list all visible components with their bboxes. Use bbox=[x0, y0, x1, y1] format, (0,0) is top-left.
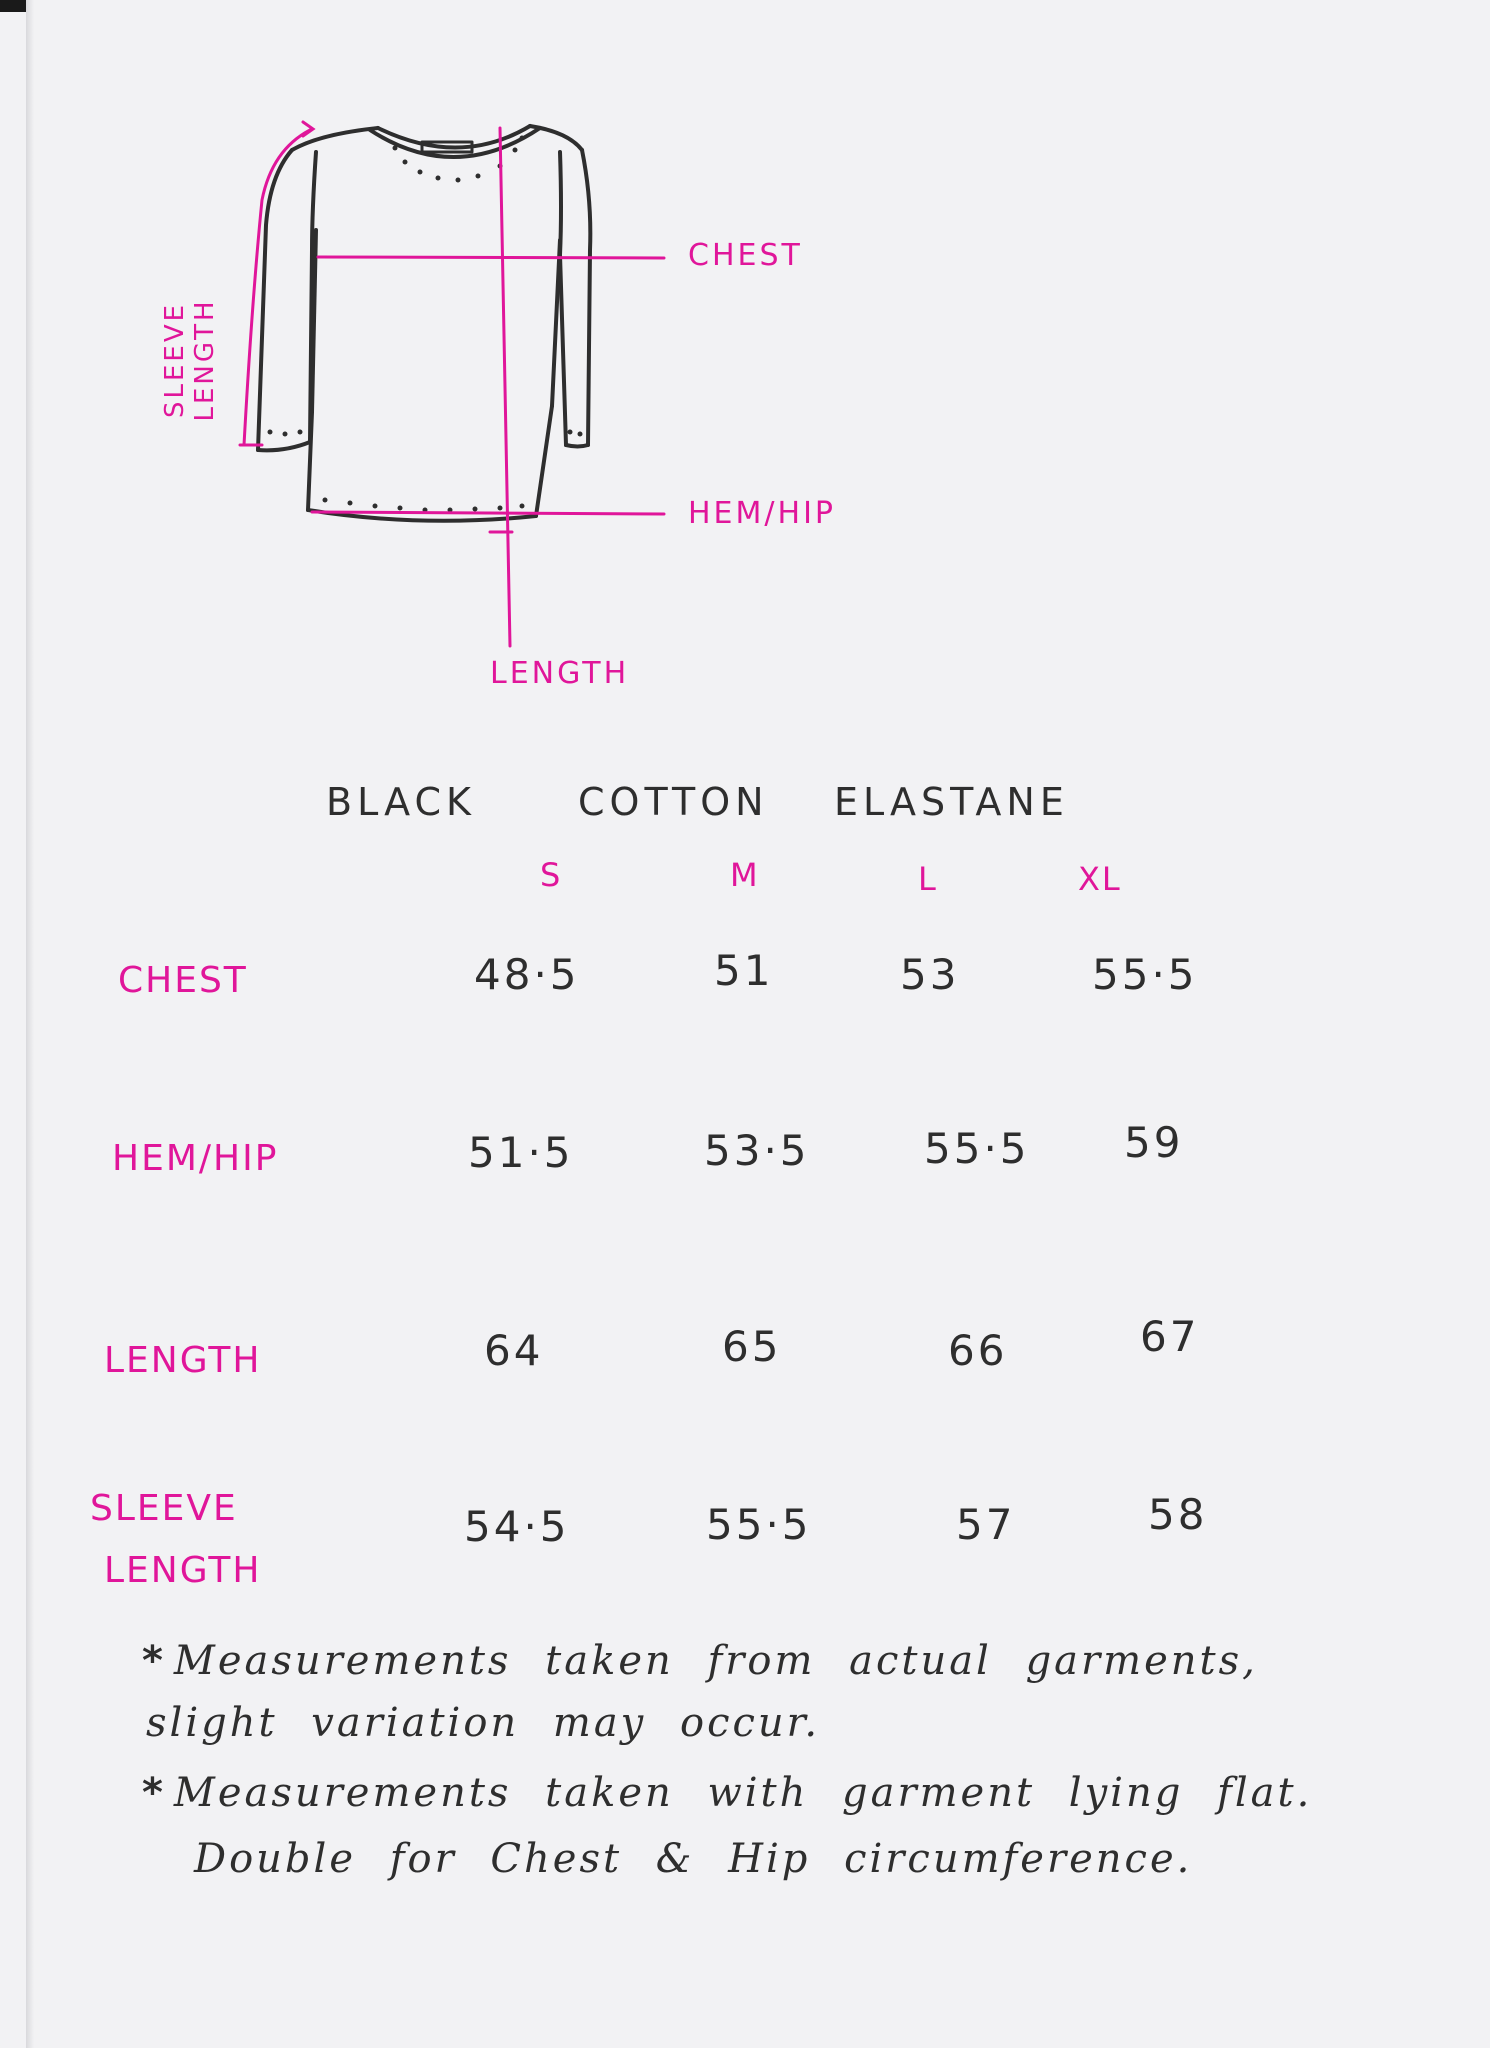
cell-chest-l: 53 bbox=[900, 950, 960, 999]
note-2-text-line-1: Measurements taken with garment lying flat. bbox=[173, 1770, 1313, 1816]
table-title-word-2: COTTON bbox=[578, 780, 769, 824]
table-title-word-3: ELASTANE bbox=[834, 780, 1069, 824]
cell-length-l: 66 bbox=[948, 1326, 1008, 1375]
row-label-chest: CHEST bbox=[118, 960, 248, 1001]
diagram-label-hem-hip: HEM/HIP bbox=[688, 496, 837, 531]
size-header-l: L bbox=[918, 860, 938, 898]
diagram-label-sleeve-line2: LENGTH bbox=[190, 298, 220, 422]
cell-chest-s: 48·5 bbox=[474, 950, 580, 999]
cell-length-m: 65 bbox=[722, 1322, 782, 1371]
cell-sleeve-s: 54·5 bbox=[464, 1502, 570, 1551]
cell-sleeve-l: 57 bbox=[956, 1500, 1016, 1549]
diagram-label-sleeve-line1: SLEEVE bbox=[160, 301, 190, 419]
cell-length-s: 64 bbox=[484, 1326, 544, 1375]
table-title-word-1: BLACK bbox=[326, 780, 476, 824]
row-label-hem-hip: HEM/HIP bbox=[112, 1138, 279, 1179]
note-2-line-2: Double for Chest & Hip circumference. bbox=[194, 1836, 1193, 1882]
diagram-label-length: LENGTH bbox=[490, 656, 630, 691]
note-2-line-1 bbox=[142, 1760, 1312, 1826]
cell-length-xl: 67 bbox=[1140, 1312, 1200, 1361]
note-1-text-line-1: Measurements taken from actual garments, bbox=[173, 1638, 1258, 1684]
garment-diagram bbox=[0, 0, 1490, 720]
cell-sleeve-xl: 58 bbox=[1148, 1490, 1208, 1539]
cell-sleeve-m: 55·5 bbox=[706, 1500, 812, 1549]
cell-hem-hip-l: 55·5 bbox=[924, 1124, 1030, 1173]
size-header-s: S bbox=[540, 856, 563, 894]
cell-chest-m: 51 bbox=[714, 946, 774, 995]
size-header-xl: XL bbox=[1078, 860, 1122, 898]
cell-hem-hip-m: 53·5 bbox=[704, 1126, 810, 1175]
diagram-label-chest: CHEST bbox=[688, 238, 803, 273]
cell-hem-hip-xl: 59 bbox=[1124, 1118, 1184, 1167]
cell-hem-hip-s: 51·5 bbox=[468, 1128, 574, 1177]
note-2-bullet: * bbox=[142, 1770, 166, 1816]
size-header-m: M bbox=[730, 856, 760, 894]
row-label-sleeve-line1: SLEEVE bbox=[90, 1488, 238, 1529]
note-1-line-2: slight variation may occur. bbox=[146, 1700, 821, 1746]
note-1-line-1 bbox=[142, 1628, 1258, 1694]
cell-chest-xl: 55·5 bbox=[1092, 950, 1198, 999]
note-1-bullet: * bbox=[142, 1638, 166, 1684]
row-label-length: LENGTH bbox=[104, 1340, 262, 1381]
diagram-label-sleeve-length bbox=[160, 285, 240, 435]
row-label-sleeve-line2: LENGTH bbox=[104, 1550, 262, 1591]
